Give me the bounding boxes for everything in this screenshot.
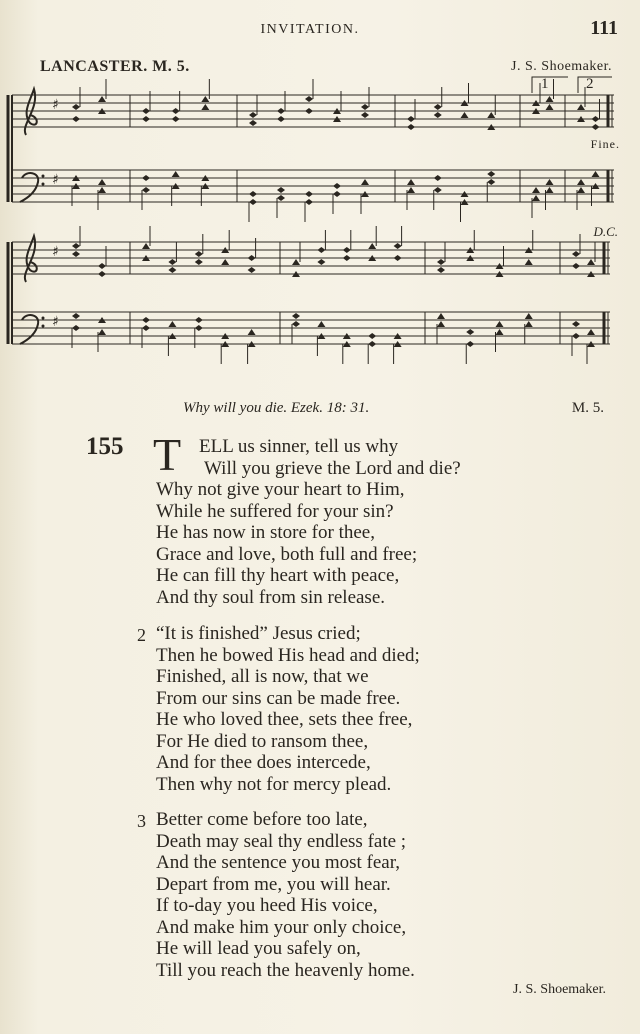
shape-note [525, 313, 533, 319]
verse-number: 2 [137, 625, 146, 645]
barlines [8, 95, 612, 344]
shape-note [168, 321, 176, 327]
drop-cap: T [153, 429, 182, 480]
shape-note [142, 175, 150, 181]
shape-note [98, 187, 106, 193]
shape-note [525, 259, 533, 265]
shape-note [587, 329, 595, 335]
shape-note [98, 271, 106, 277]
shape-note [305, 96, 313, 102]
shape-note [577, 104, 585, 110]
shape-note [587, 259, 595, 265]
shape-note [546, 187, 554, 193]
verse-line: If to-day you heed His voice, [156, 895, 378, 916]
shape-note [195, 317, 203, 323]
shape-note [496, 329, 504, 335]
shape-note [368, 243, 376, 249]
shape-note [248, 255, 256, 261]
shape-note [343, 255, 351, 261]
shape-note [487, 171, 495, 177]
verse-line: And the sentence you most fear, [156, 852, 401, 873]
shape-note [333, 183, 341, 189]
tune-composer: J. S. Shoemaker. [511, 59, 612, 74]
shape-note [195, 251, 203, 257]
verse-line: “It is finished” Jesus cried; [156, 623, 361, 644]
shape-note [142, 116, 150, 122]
shape-note [361, 112, 369, 118]
verse-line: Will you grieve the Lord and die? [204, 457, 461, 479]
key-signature-icon: ♯ [52, 97, 59, 113]
shape-note [466, 329, 474, 335]
verse-1 [0, 436, 461, 608]
shape-note [221, 259, 229, 265]
verse-line: Then why not for mercy plead. [156, 773, 392, 795]
verse-line: ELL us sinner, tell us why [199, 436, 399, 457]
shape-note [248, 267, 256, 273]
shape-note [72, 325, 80, 331]
shape-note [577, 187, 585, 193]
key-signature-icon: ♯ [52, 172, 59, 188]
bass-clef-icon [20, 173, 38, 202]
verse-line: From our sins can be made free. [156, 687, 401, 709]
shape-note [434, 175, 442, 181]
fine-mark: Fine. [590, 137, 620, 151]
shape-note [277, 195, 285, 201]
verse-line: And thy soul from sin release. [156, 586, 386, 608]
shape-note [168, 267, 176, 273]
dc-mark: D.C. [593, 224, 618, 239]
hymn-author: J. S. Shoemaker. [513, 982, 606, 997]
shape-note [172, 171, 180, 177]
shape-note [437, 259, 445, 265]
shape-note [98, 329, 106, 335]
treble-clef-icon [25, 89, 37, 135]
shape-note [496, 321, 504, 327]
verse-line: Till you reach the heavenly home. [156, 959, 415, 981]
music-score [0, 0, 640, 370]
shape-note [292, 321, 300, 327]
verse-line: And make him your only choice, [156, 916, 407, 938]
shape-note [317, 259, 325, 265]
shape-note [201, 96, 209, 102]
shape-note [592, 116, 600, 122]
shape-note [172, 116, 180, 122]
shape-note [292, 313, 300, 319]
shape-note [572, 251, 580, 257]
verse-line: Grace and love, both full and free; [156, 543, 418, 565]
volta-brackets [532, 76, 612, 93]
shape-note [592, 124, 600, 130]
shape-note [466, 341, 474, 347]
verse-line: He has now in store for thee, [156, 522, 375, 543]
shape-note [72, 313, 80, 319]
shape-note [195, 259, 203, 265]
shape-note [249, 112, 257, 118]
shape-note [572, 333, 580, 339]
hymn-meter: M. 5. [571, 400, 604, 416]
key-signature-icon: ♯ [52, 244, 59, 260]
bass-clef-icon [20, 315, 38, 344]
shape-note [249, 191, 257, 197]
shape-note [532, 187, 540, 193]
shape-note [546, 179, 554, 185]
shape-note [487, 112, 495, 118]
shape-note [407, 116, 415, 122]
running-head: INVITATION. [260, 22, 360, 37]
shape-note [201, 104, 209, 110]
verse-2 [0, 623, 420, 795]
shape-note [434, 112, 442, 118]
verse-line: While he suffered for your sin? [156, 500, 394, 522]
verse-number: 3 [137, 811, 146, 831]
shape-note [343, 247, 351, 253]
verse-line: Better come before too late, [156, 809, 368, 830]
shape-note [487, 179, 495, 185]
shape-note [292, 259, 300, 265]
verse-line: Death may seal thy endless fate ; [156, 830, 407, 852]
shape-note [248, 329, 256, 335]
shape-note [407, 187, 415, 193]
tune-name: LANCASTER. M. 5. [40, 58, 190, 75]
shape-note [532, 195, 540, 201]
shape-note [142, 317, 150, 323]
verse-line: He who loved thee, sets thee free, [156, 709, 413, 730]
shape-note [577, 179, 585, 185]
bass-clef-dot [42, 183, 45, 186]
shape-note [361, 179, 369, 185]
bass-clef-dot [42, 325, 45, 328]
shape-note [434, 104, 442, 110]
shape-note [394, 243, 402, 249]
shape-note [277, 187, 285, 193]
bass-clef-dot [42, 317, 45, 320]
shape-note [277, 108, 285, 114]
shape-note [434, 187, 442, 193]
shape-note [249, 199, 257, 205]
shape-note [98, 96, 106, 102]
shape-note [592, 171, 600, 177]
page-number: 111 [590, 17, 618, 39]
verse-line: And for thee does intercede, [156, 752, 371, 773]
shape-note [461, 112, 469, 118]
shape-note [72, 104, 80, 110]
shape-note [98, 263, 106, 269]
shape-note [407, 124, 415, 130]
volta-1-bracket [532, 77, 568, 93]
shape-note [333, 191, 341, 197]
shape-note [142, 108, 150, 114]
verse-line: Then he bowed His head and died; [156, 644, 420, 666]
shape-note [249, 120, 257, 126]
verse-line: He will lead you safely on, [156, 938, 361, 959]
shape-note [546, 104, 554, 110]
verse-line: He can fill thy heart with peace, [156, 565, 400, 586]
shape-note [546, 96, 554, 102]
volta-1-label: 1 [541, 76, 549, 92]
verse-line: Finished, all is now, that we [156, 666, 369, 687]
shape-note [98, 179, 106, 185]
shape-note [572, 263, 580, 269]
key-signature-icon: ♯ [52, 314, 59, 330]
shape-note [394, 255, 402, 261]
shape-note [407, 179, 415, 185]
shape-note [317, 321, 325, 327]
shape-note [142, 187, 150, 193]
shape-note [305, 199, 313, 205]
shape-note [305, 191, 313, 197]
volta-2-label: 2 [586, 76, 594, 92]
bass-clef-dot [42, 175, 45, 178]
shape-note [168, 259, 176, 265]
shape-note [72, 116, 80, 122]
verse-line: Why not give your heart to Him, [156, 479, 405, 500]
shape-note [305, 108, 313, 114]
shape-note [72, 243, 80, 249]
shape-note [142, 243, 150, 249]
verse-line: Depart from me, you will hear. [156, 873, 391, 895]
hymn-caption: Why will you die. Ezek. 18: 31. [183, 400, 370, 416]
shape-note [72, 251, 80, 257]
shape-note [437, 321, 445, 327]
shape-note [172, 108, 180, 114]
hymn-number: 155 [86, 433, 124, 460]
shape-note [317, 247, 325, 253]
shape-note [437, 313, 445, 319]
shape-note [572, 321, 580, 327]
shape-note [437, 267, 445, 273]
shape-note [142, 325, 150, 331]
shape-note [368, 333, 376, 339]
shape-note [525, 321, 533, 327]
verse-line: For He died to ransom thee, [156, 730, 369, 752]
treble-clef-icon [25, 236, 37, 282]
volta-2-bracket [578, 77, 612, 93]
verse-3 [0, 809, 415, 981]
staff-lines [12, 95, 614, 344]
shape-note [195, 325, 203, 331]
shape-note [368, 341, 376, 347]
shape-note [361, 104, 369, 110]
shape-note [277, 116, 285, 122]
